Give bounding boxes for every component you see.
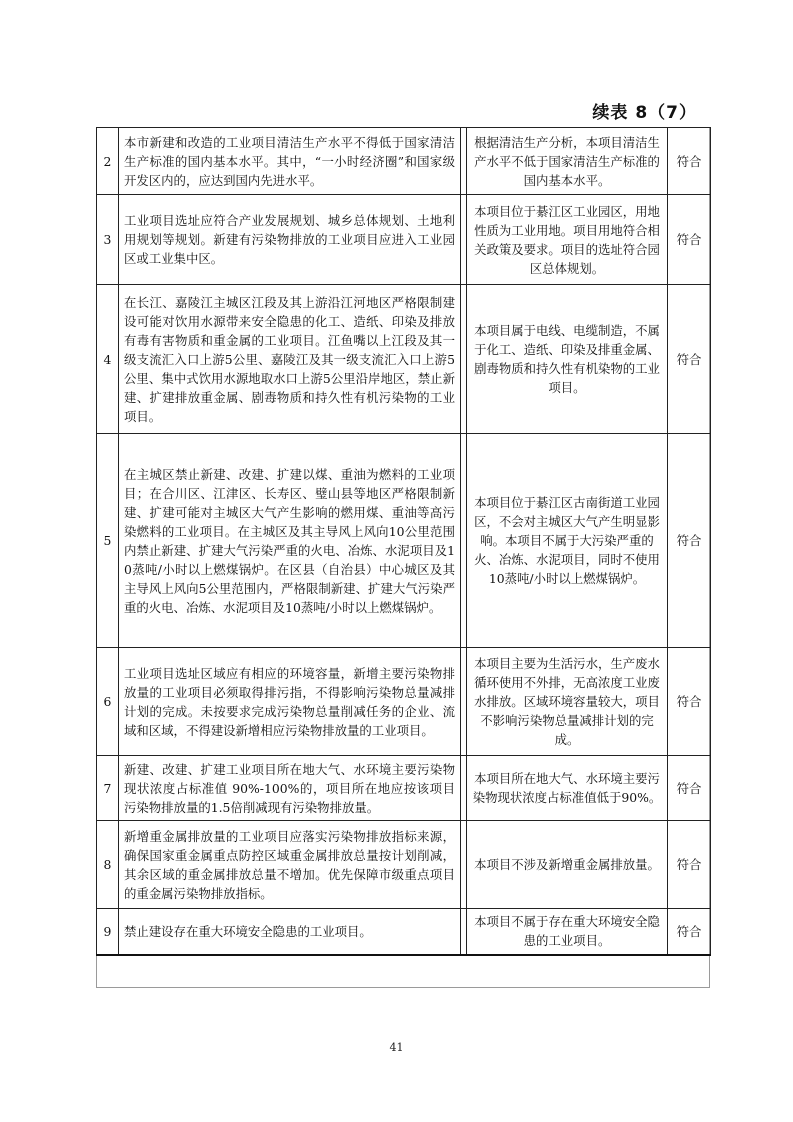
result-cell: 符合 [668,285,711,434]
analysis-cell: 本项目主要为生活污水，生产废水循环使用不外排，无高浓度工业废水排放。区域环境容量较大，项目不影响污染物总量减排计划的完成。 [467,648,668,756]
result-cell: 符合 [668,128,711,195]
result-cell: 符合 [668,909,711,955]
compliance-table [96,127,711,956]
row-number: 8 [97,821,119,909]
row-number: 3 [97,195,119,285]
analysis-cell: 本项目不涉及新增重金属排放量。 [467,821,668,909]
analysis-cell: 本项目属于电线、电缆制造，不属于化工、造纸、印染及排重金属、剧毒物质和持久性有机染物的工业项目。 [467,285,668,434]
table-row [97,909,711,955]
analysis-cell: 本项目位于綦江区古南街道工业园区，不会对主城区大气产生明显影响。本项目不属于大污染严重的火、冶炼、水泥项目，同时不使用10蒸吨/小时以上燃煤锅炉。 [467,434,668,648]
requirement-cell: 在主城区禁止新建、改建、扩建以煤、重油为燃料的工业项目；在合川区、江津区、长寿区、璧山县等地区严格限制新建、扩建可能对主城区大气产生影响的燃用煤、重油等高污染燃料的工业项目。在主城区及其主导风上风向10公里范围内禁止新建、扩建大气污染严重的火电、冶炼、水泥项目及10蒸吨/小时以上燃煤锅炉。在区县（自治县）中心城区及其主导风上风向5公里范围内，严格限制新建、扩建大气污染严重的火电、冶炼、水泥项目及10蒸吨/小时以上燃煤锅炉。 [119,434,461,648]
analysis-cell: 本项目不属于存在重大环境安全隐患的工业项目。 [467,909,668,955]
table-row [97,821,711,909]
requirement-cell: 工业项目选址区域应有相应的环境容量，新增主要污染物排放量的工业项目必须取得排污指，不得影响污染物总量减排计划的完成。未按要求完成污染物总量削减任务的企业、流域和区域，不得建设新增相应污染物排放量的工业项目。 [119,648,461,756]
requirement-cell: 本市新建和改造的工业项目清洁生产水平不得低于国家清洁生产标准的国内基本水平。其中，“一小时经济圈”和国家级开发区内的，应达到国内先进水平。 [119,128,461,195]
table-row [97,128,711,195]
analysis-cell: 本项目所在地大气、水环境主要污染物现状浓度占标准值低于90%。 [467,756,668,821]
row-number: 7 [97,756,119,821]
result-cell: 符合 [668,821,711,909]
table-row [97,648,711,756]
page-number: 41 [389,1041,404,1054]
row-number: 4 [97,285,119,434]
result-cell: 符合 [668,648,711,756]
row-number: 5 [97,434,119,648]
analysis-cell: 本项目位于綦江区工业园区，用地性质为工业用地。项目用地符合相关政策及要求。项目的选址符合园区总体规划。 [467,195,668,285]
analysis-cell: 根据清洁生产分析，本项目清洁生产水平不低于国家清洁生产标准的国内基本水平。 [467,128,668,195]
row-number: 2 [97,128,119,195]
requirement-cell: 工业项目选址应符合产业发展规划、城乡总体规划、土地利用规划等规划。新建有污染物排放的工业项目应进入工业园区或工业集中区。 [119,195,461,285]
row-number: 9 [97,909,119,955]
row-number: 6 [97,648,119,756]
requirement-cell: 在长江、嘉陵江主城区江段及其上游沿江河地区严格限制建设可能对饮用水源带来安全隐患的化工、造纸、印染及排放有毒有害物质和重金属的工业项目。江鱼嘴以上江段及其一级支流汇入口上游5公里、嘉陵江及其一级支流汇入口上游5公里、集中式饮用水源地取水口上游5公里沿岸地区，禁止新建、扩建排放重金属、剧毒物质和持久性有机污染物的工业项目。 [119,285,461,434]
table-row [97,756,711,821]
table-row [97,434,711,648]
result-cell: 符合 [668,434,711,648]
requirement-cell: 新建、改建、扩建工业项目所在地大气、水环境主要污染物现状浓度占标准值 90%-100%的，项目所在地应按该项目污染物排放量的1.5倍削减现有污染物排放量。 [119,756,461,821]
table-row [97,285,711,434]
requirement-cell: 禁止建设存在重大环境安全隐患的工业项目。 [119,909,461,955]
table-row [97,195,711,285]
result-cell: 符合 [668,195,711,285]
result-cell: 符合 [668,756,711,821]
table-title: 续表 8（7） [592,103,697,123]
requirement-cell: 新增重金属排放量的工业项目应落实污染物排放指标来源，确保国家重金属重点防控区域重金属排放总量按计划削减，其余区域的重金属排放总量不增加。优先保障市级重点项目的重金属污染物排放指标。 [119,821,461,909]
